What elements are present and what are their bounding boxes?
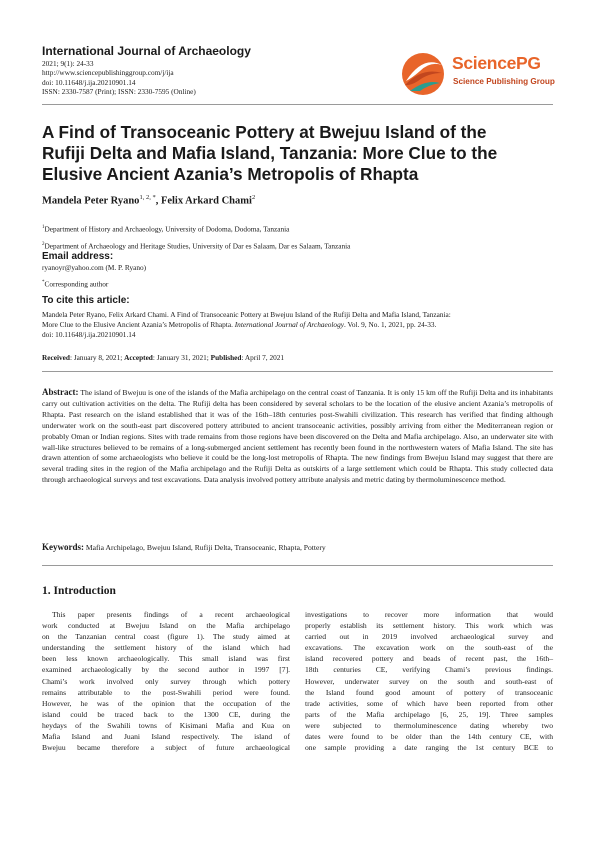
- body-line: island recovered pottery and beads of recent past, the 16th–: [305, 654, 553, 664]
- affiliation-item: [42, 220, 350, 237]
- body-line: Bwejuu became therefore a subject of future archaeological: [42, 743, 290, 753]
- title-line: A Find of Transoceanic Pottery at Bwejuu Island of the: [42, 122, 487, 142]
- received-date: : January 8, 2021;: [69, 353, 125, 362]
- author-affil-sup: 2: [251, 194, 256, 201]
- body-line: carried out in 2019 involved archaeological survey and: [305, 632, 553, 642]
- journal-issue: 2021; 9(1): 24-33: [42, 59, 94, 68]
- received-label: Received: [42, 353, 70, 362]
- citation-journal: International Journal of Archaeology: [234, 320, 344, 329]
- publisher-name: SciencePG: [452, 53, 541, 73]
- affiliation-sup: 2: [42, 242, 45, 248]
- accepted-label: Accepted: [124, 353, 153, 362]
- sciencepg-logo-icon: [400, 51, 446, 97]
- journal-title: International Journal of Archaeology: [42, 44, 251, 58]
- journal-url[interactable]: http://www.sciencepublishinggroup.com/j/ija: [42, 68, 174, 78]
- body-line: island could be traced back to the 1300 CE, during the: [42, 709, 290, 719]
- body-line: investigations to recover more information that would: [305, 610, 553, 619]
- author-name: Mandela Peter Ryano: [42, 195, 140, 207]
- body-line: Mafia Island and Juani Island respectively. The island of: [42, 732, 290, 742]
- author-list: [42, 194, 255, 207]
- body-line: examined archaeologically by the second author in 1997 [7].: [42, 665, 290, 675]
- corr-text: Corresponding author: [44, 279, 109, 289]
- affiliation-text: Department of Archaeology and Heritage Studies, University of Dar es Salaam, Dar es Salaam, Tanzania: [44, 241, 351, 251]
- affiliation-text: Department of History and Archaeology, University of Dodoma, Dodoma, Tanzania: [44, 224, 290, 234]
- published-date: : April 7, 2021: [241, 353, 285, 362]
- citation-text: . Vol. 9, No. 1, 2021, pp. 24-33.: [343, 320, 437, 329]
- body-line: properly establish its settlement history. This work which was: [305, 621, 553, 631]
- body-line: were subjected to thermoluminescence dating whereby two: [305, 720, 553, 730]
- title-line: Elusive Ancient Azania’s Metropolis of Rhapta: [42, 164, 419, 184]
- body-line: one sample providing a date ranging the 1st century BCE to: [305, 743, 553, 753]
- abstract-text: The island of Bwejuu is one of the islands of the Mafia archipelago on the central coast of Tanzania. It is only 15 km off the Rufiji Delta and its inhabitants carry out cultivation activities on the delta. The Rufiji delta has been considered by several scholars to be the location of the elusive ancient Azania’s metropolis of Rhapta. Past research on the island established that it was of the 16th–18th centuries post-Swahili civilization. This research has verified that finding although underwater work on the south-east part discovered pottery attributed to ancient transoceanic activities, possibly arriving from either the Mediterranean region or probably Oman or Indian regions. Sites with trade remains from those regions have been discovered on the Delta and Mafia archipelago. Also, an underwater site with wall-like structures believed to be remains of a long-submerged ancient settlement has recently been found in the northwestern waters of Mafia Island. The site has drawn attention of some archaeologists who believe it could be the long-lost metropolis of Rhapta. The new findings from Bwejuu Island may suggest that there are several trading sites in the region of the Mafia archipelago and the Rufiji Delta as outskirts of a large settlement which could be Rhapta. This study collected data through archaeological surveys and test excavations. Data analysis involved pottery attribute analysis and metric dating by thermoluminescence method.: [42, 388, 554, 485]
- keywords-label: Keywords:: [42, 542, 84, 552]
- affiliations: [42, 220, 350, 255]
- introduction-heading: 1. Introduction: [42, 585, 116, 597]
- section-divider: [42, 565, 553, 566]
- body-line: trade activities, some of which have been reported from other: [305, 698, 553, 708]
- citation-text: More Clue to the Elusive Ancient Azania’s Metropolis of Rhapta.: [42, 320, 235, 329]
- corresponding-author: [42, 278, 146, 289]
- body-line: the Island found good amount of pottery of transoceanic: [305, 687, 553, 697]
- cite-heading: To cite this article:: [42, 295, 130, 306]
- body-line: remains attributable to the post-Swahili period were found.: [42, 687, 290, 697]
- email-heading: Email address:: [42, 251, 114, 262]
- email-block: [42, 263, 146, 289]
- body-line: Chami’s work involved only survey through which pottery: [42, 676, 290, 686]
- title-line: Rufiji Delta and Mafia Island, Tanzania: More Clue to the: [42, 143, 498, 163]
- journal-issn: ISSN: 2330-7587 (Print); ISSN: 2330-7595 (Online): [42, 87, 196, 97]
- body-line: on the Tanzanian central coast (figure 1). The study aimed at: [42, 632, 290, 642]
- publisher-subtitle: Science Publishing Group: [453, 77, 555, 86]
- citation-line: [42, 320, 451, 330]
- body-line: understanding the settlement history of the island which had: [42, 643, 290, 653]
- body-line: 18th centuries CE, verifying Chami’s previous findings.: [305, 665, 553, 675]
- article-dates: [42, 353, 284, 362]
- body-column-left: [42, 609, 290, 753]
- body-line: However, underwater survey on the south and south-east of: [305, 676, 553, 686]
- keywords: [42, 542, 553, 552]
- body-line: This paper presents findings of a recent archaeological: [52, 610, 290, 619]
- citation-line: Mandela Peter Ryano, Felix Arkard Chami. A Find of Transoceanic Pottery at Bwejuu Island of the Rufiji Delta and Mafia Island, Tanzania:: [42, 310, 451, 319]
- journal-meta: [42, 59, 196, 97]
- body-line: excavations. The excavation work on the south-east of the: [305, 643, 553, 653]
- body-line: parts of the Mafia archipelago [6, 25, 19]. Three samples: [305, 709, 553, 719]
- body-line: heydays of the Swahili towns of Kisimani Mafia and Kua on: [42, 720, 290, 730]
- email-address[interactable]: ryanoyr@yahoo.com (M. P. Ryano): [42, 263, 147, 272]
- author-affil-sup: 1, 2, *: [139, 194, 156, 201]
- paper-title: [42, 122, 557, 185]
- abstract: [42, 387, 553, 486]
- publisher-logo: [400, 51, 560, 97]
- section-divider: [42, 371, 553, 372]
- abstract-label: Abstract:: [42, 387, 79, 397]
- citation-block: [42, 310, 451, 340]
- author-name: Felix Arkard Chami: [160, 195, 252, 207]
- accepted-date: : January 31, 2021;: [152, 353, 211, 362]
- keywords-text: Mafia Archipelago, Bwejuu Island, Rufiji Delta, Transoceanic, Rhapta, Pottery: [85, 543, 326, 552]
- author-separator: ,: [155, 195, 161, 207]
- body-line: However, he was of the opinion that the occupation of the: [42, 698, 290, 708]
- corr-sup: *: [42, 280, 45, 285]
- body-line: dates were found to be older than the 14th century CE, with: [305, 732, 553, 742]
- header-divider: [42, 104, 553, 105]
- citation-doi: doi: 10.11648/j.ija.20210901.14: [42, 330, 136, 339]
- journal-doi: doi: 10.11648/j.ija.20210901.14: [42, 77, 136, 87]
- body-line: been less known archaeologically. This small island was first: [42, 654, 290, 664]
- affiliation-sup: 1: [42, 225, 45, 230]
- body-line: work conducted at Bwejuu Island on the Mafia archipelago: [42, 621, 290, 631]
- published-label: Published: [210, 353, 242, 362]
- body-column-right: [305, 609, 553, 753]
